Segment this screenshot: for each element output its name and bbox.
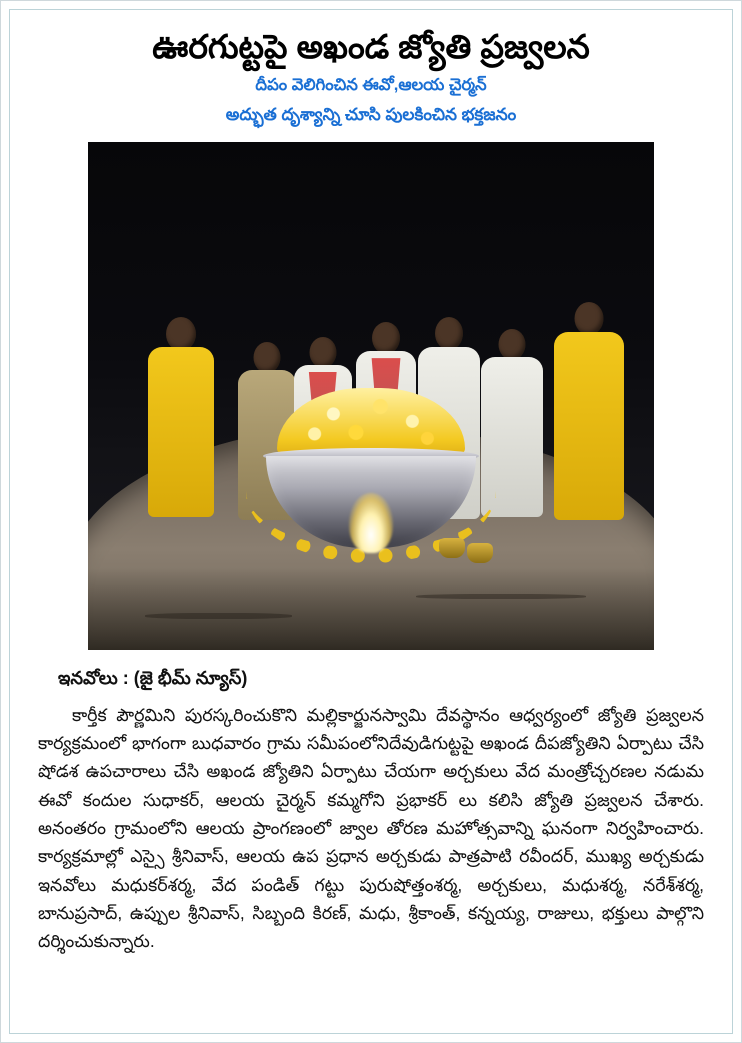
person-body-icon <box>554 332 624 520</box>
person-head-icon <box>498 329 525 360</box>
article-body <box>32 701 710 956</box>
lamp-flame-icon <box>349 493 393 553</box>
brass-pot-icon <box>467 543 493 563</box>
dateline: ఇనవోలు : (జై భీమ్ న్యూస్) <box>58 667 248 688</box>
person-head-icon <box>435 317 463 350</box>
person-head-icon <box>575 302 604 335</box>
rock-shadow <box>88 568 654 649</box>
person-figure <box>145 317 217 517</box>
article-text: కార్తీక పౌర్ణమిని పురస్కరించుకొని మల్లికార్జునస్వామి దేవస్థానం ఆధ్వర్యంలో జ్యోతి ప్రజ్వలన కార్యక్రమంలో భాగంగా బుధవారం గ్రామ సమీపంలోనిదేవుడిగుట్టపై అఖండ దీపజ్యోతిని ఏర్పాటు చేసి షోడశ ఉపచారాలు చేసి అఖండ జ్యోతిని ఏర్పాటు చేయగా అర్చకులు వేద మంత్రోచ్చరణల నడుమ ఈవో కందుల సుధాకర్, ఆలయ చైర్మన్ కమ్మగోని ప్రభాకర్ లు కలిసి జ్యోతి ప్రజ్వలన చేశారు. అనంతరం గ్రామంలోని ఆలయ ప్రాంగణంలో జ్వాల తోరణ మహోత్సవాన్ని ఘనంగా నిర్వహించారు. కార్యక్రమాల్లో ఎస్సై శ్రీనివాస్, ఆలయ ఉప ప్రధాన అర్చకుడు పాత్రపాటి రవీందర్, ముఖ్య అర్చకుడు ఇనవోలు మధుకర్‌శర్మ, వేద పండిత్ గట్టు పురుషోత్తంశర్మ, అర్చకులు, మధుశర్మ, నరేశ్‌శర్మ, బానుప్రసాద్, ఉప్పుల శ్రీనివాస్, సిబ్బంది కిరణ్, మధు, శ్రీకాంత్, కన్నయ్య, రాజులు, భక్తులు పాల్గొని దర్శించుకున్నారు. <box>38 704 704 952</box>
person-figure <box>479 329 545 517</box>
subheadline-primary: దీపం వెలిగించిన ఈవో,ఆలయ చైర్మన్ <box>255 76 487 95</box>
person-head-icon <box>166 317 196 351</box>
person-body-icon <box>148 347 214 517</box>
subheadline-secondary: అద్భుత దృశ్యాన్ని చూసి పులకించిన భక్తజనం <box>225 105 517 124</box>
person-head-icon <box>309 337 336 368</box>
article-photo <box>88 142 654 650</box>
page-title: ఊరగుట్టపై అఖండ జ్యోతి ప్రజ్వలన <box>152 28 590 65</box>
photo-background <box>88 142 654 650</box>
page-content-frame <box>9 9 733 1034</box>
person-head-icon <box>372 322 400 354</box>
person-figure <box>552 302 626 517</box>
person-head-icon <box>254 342 281 373</box>
brass-pot-icon <box>439 538 465 558</box>
